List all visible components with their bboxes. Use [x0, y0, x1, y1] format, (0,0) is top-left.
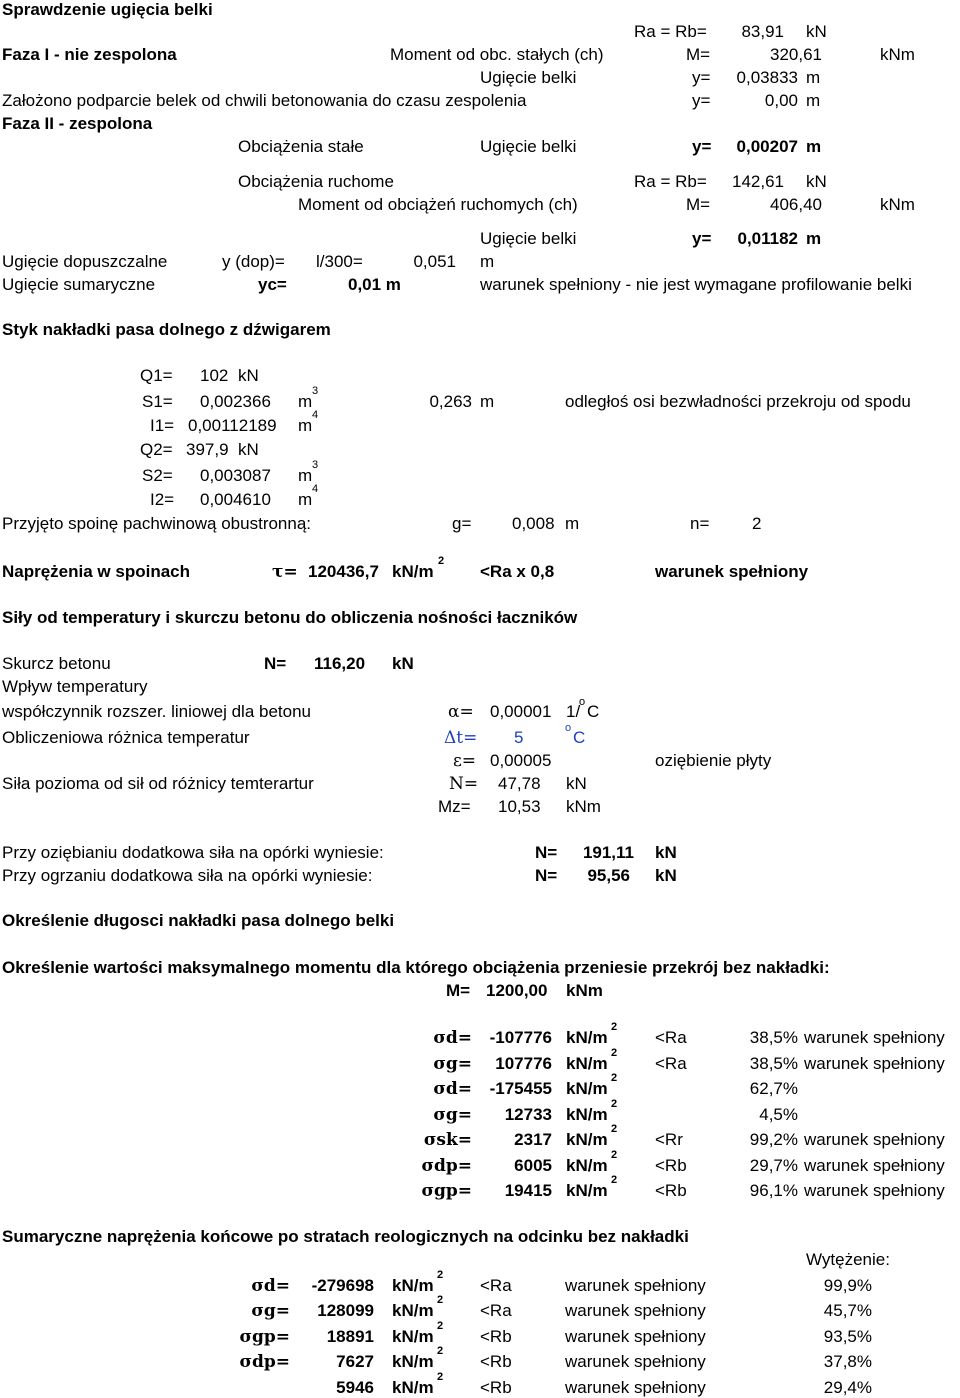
i2-unit: m — [298, 490, 313, 509]
deflection-value: 0,00 — [764, 91, 798, 110]
stress-unit: kN/m — [566, 1156, 608, 1175]
stress-percentage: 62,7% — [749, 1079, 798, 1098]
stress-percentage: 38,5% — [749, 1054, 798, 1073]
heating-force-symbol: N= — [535, 866, 558, 885]
final-stress-unit: kN/m — [392, 1352, 434, 1371]
tau-status: warunek spełniony — [655, 562, 809, 581]
live-loads-label: Obciążenia ruchome — [238, 172, 394, 191]
s1-exponent: 3 — [312, 385, 319, 397]
deflection-symbol: y= — [692, 68, 711, 87]
moment-value: 320,61 — [770, 45, 822, 64]
stress-unit-exponent: 2 — [611, 1149, 618, 1161]
stress-label: σd= — [433, 1028, 472, 1048]
max-moment-value: 1200,00 — [486, 981, 548, 1000]
reaction-unit: kN — [806, 22, 827, 41]
span-ratio: l/300= — [316, 252, 363, 271]
stress-status: warunek spełniony — [804, 1130, 945, 1149]
delta-t-unit: C — [573, 728, 586, 747]
stress-condition: <Rb — [655, 1156, 687, 1175]
stress-percentage: 4,5% — [759, 1105, 798, 1124]
moment-unit: kNm — [880, 45, 915, 64]
q2-value: 397,9 — [186, 440, 229, 459]
section-title-temperature: Siły od temperatury i skurczu betonu do obliczenia nośności łaczników — [2, 608, 578, 627]
moment-mz-label: Mz= — [438, 797, 471, 816]
horizontal-force-label: Siła pozioma od sił od różnicy temterartur — [2, 774, 314, 793]
stress-condition: <Ra — [655, 1028, 687, 1047]
deflection-label: Ugięcie belki — [480, 137, 577, 156]
moment-label: Moment od obc. stałych (ch) — [390, 45, 604, 64]
utilization-header: Wytężenie: — [806, 1250, 890, 1269]
final-stress-status: warunek spełniony — [565, 1276, 706, 1295]
stress-unit: kN/m — [566, 1181, 608, 1200]
cooling-force-value: 191,11 — [582, 843, 634, 862]
i2-exponent: 4 — [312, 483, 319, 495]
final-stress-condition: <Ra — [480, 1301, 512, 1320]
moment-symbol: M= — [686, 45, 711, 64]
deflection-unit: m — [806, 137, 822, 156]
tau-label: τ= — [272, 562, 298, 582]
heating-force-unit: kN — [655, 866, 677, 885]
alpha-value: 0,00001 — [490, 702, 552, 721]
cooling-force-text: Przy oziębianiu dodatkowa siła na opórki wyniesie: — [2, 843, 384, 862]
stress-unit-exponent: 2 — [611, 1123, 618, 1135]
final-stress-value: 128099 — [317, 1301, 374, 1320]
shrinkage-value: 116,20 — [314, 654, 366, 673]
stress-condition: <Ra — [655, 1054, 687, 1073]
deflection-value: 0,00207 — [736, 137, 798, 156]
s2-exponent: 3 — [312, 459, 319, 471]
total-deflection-label: Ugięcie sumaryczne — [2, 275, 156, 294]
total-deflection-symbol: yc= — [258, 275, 287, 294]
stress-unit: kN/m — [566, 1130, 608, 1149]
q2-label: Q2= — [140, 440, 173, 459]
weld-text: Przyjęto spoinę pachwinową obustronną: — [2, 514, 312, 533]
q1-unit: kN — [238, 366, 259, 385]
stress-unit: kN/m — [566, 1105, 608, 1124]
section-title-max-moment: Określenie wartości maksymalnego momentu dla którego obciążenia przeniesie przekrój bez nakładki: — [2, 958, 830, 977]
final-stress-unit-exponent: 2 — [437, 1294, 444, 1306]
tau-condition: <Ra x 0,8 — [480, 562, 555, 581]
phase1-label: Faza I - nie zespolona — [2, 45, 177, 64]
stress-unit: kN/m — [566, 1079, 608, 1098]
stress-percentage: 96,1% — [749, 1181, 798, 1200]
max-moment-unit: kNm — [566, 981, 603, 1000]
weld-g-label: g= — [452, 514, 472, 533]
weld-g-unit: m — [565, 514, 580, 533]
i2-label: I2= — [150, 490, 175, 509]
final-stress-unit-exponent: 2 — [437, 1320, 444, 1332]
i1-label: I1= — [150, 416, 175, 435]
deflection-value: 0,03833 — [736, 68, 798, 87]
stress-unit-exponent: 2 — [611, 1098, 618, 1110]
deflection-status: warunek spełniony - nie jest wymagane profilowanie belki — [480, 275, 912, 294]
neutral-axis-text: odległoś osi bezwładności przekroju od spodu — [565, 392, 911, 411]
shrinkage-unit: kN — [392, 654, 414, 673]
s2-unit: m — [298, 466, 313, 485]
q2-unit: kN — [238, 440, 259, 459]
deflection-unit: m — [806, 68, 821, 87]
i1-exponent: 4 — [312, 409, 319, 421]
allowable-deflection-label: Ugięcie dopuszczalne — [2, 252, 168, 271]
deflection-symbol: y= — [692, 137, 712, 156]
cooling-force-symbol: N= — [535, 843, 558, 862]
delta-t-value: 5 — [514, 728, 524, 747]
q1-label: Q1= — [140, 366, 173, 385]
reaction-label: Ra = Rb= — [634, 172, 707, 191]
allowable-value: 0,051 — [413, 252, 456, 271]
moment-value: 406,40 — [770, 195, 822, 214]
neutral-axis-unit: m — [480, 392, 495, 411]
final-stress-label: σd= — [251, 1276, 290, 1296]
deflection-value: 0,01182 — [737, 229, 798, 248]
stress-unit-exponent: 2 — [611, 1072, 618, 1084]
stress-status: warunek spełniony — [804, 1028, 945, 1047]
shrinkage-label: Skurcz betonu — [2, 654, 111, 673]
stress-unit-exponent: 2 — [611, 1021, 618, 1033]
stress-value: -175455 — [489, 1079, 552, 1098]
stress-unit-exponent: 2 — [611, 1047, 618, 1059]
horizontal-force-value: 47,78 — [498, 774, 541, 793]
s2-label: S2= — [142, 466, 173, 485]
moment-symbol: M= — [686, 195, 711, 214]
section-title-deflection: Sprawdzenie ugięcia belki — [2, 0, 213, 19]
horizontal-force-unit: kN — [566, 774, 587, 793]
stress-status: warunek spełniony — [804, 1181, 945, 1200]
temperature-difference-label: Obliczeniowa różnica temperatur — [2, 728, 250, 747]
stress-status: warunek spełniony — [804, 1156, 945, 1175]
weld-n-label: n= — [690, 514, 710, 533]
section-title-joint: Styk nakładki pasa dolnego z dźwigarem — [2, 320, 331, 339]
section-title-plate-length: Określenie długosci nakładki pasa dolnego belki — [2, 911, 395, 930]
final-stress-utilization: 45,7% — [823, 1301, 872, 1320]
stress-label: σsk= — [423, 1130, 472, 1150]
max-moment-label: M= — [446, 981, 471, 1000]
reaction-label: Ra = Rb= — [634, 22, 707, 41]
permanent-loads-label: Obciążenia stałe — [238, 137, 364, 156]
stress-value: 107776 — [495, 1054, 552, 1073]
final-stress-unit-exponent: 2 — [437, 1269, 444, 1281]
phase2-label: Faza II - zespolona — [2, 114, 153, 133]
deflection-unit: m — [806, 229, 822, 248]
final-stress-status: warunek spełniony — [565, 1327, 706, 1346]
shrinkage-n-label: N= — [264, 654, 287, 673]
final-stress-condition: <Rb — [480, 1352, 512, 1371]
deflection-label: Ugięcie belki — [480, 68, 577, 87]
s1-unit: m — [298, 392, 313, 411]
i1-unit: m — [298, 416, 313, 435]
horizontal-force-symbol: N= — [449, 774, 479, 794]
reaction-value: 83,91 — [741, 22, 784, 41]
deflection-label: Ugięcie belki — [480, 229, 577, 248]
epsilon-label: ε= — [453, 751, 477, 771]
stress-unit: kN/m — [566, 1054, 608, 1073]
allowable-unit: m — [480, 252, 495, 271]
final-stress-unit-exponent: 2 — [437, 1371, 444, 1383]
support-assumption: Założono podparcie belek od chwili betonowania do czasu zespolenia — [2, 91, 527, 110]
stress-status: warunek spełniony — [804, 1054, 945, 1073]
deflection-symbol: y= — [692, 229, 712, 248]
s1-label: S1= — [142, 392, 173, 411]
final-stress-unit: kN/m — [392, 1301, 434, 1320]
stress-label: σdp= — [421, 1156, 472, 1176]
final-stress-label: σg= — [251, 1301, 290, 1321]
final-stress-unit: kN/m — [392, 1327, 434, 1346]
stress-percentage: 38,5% — [749, 1028, 798, 1047]
tau-unit: kN/m — [392, 562, 434, 581]
stress-percentage: 99,2% — [749, 1130, 798, 1149]
epsilon-note: oziębienie płyty — [655, 751, 772, 770]
s2-value: 0,003087 — [200, 466, 271, 485]
reaction-unit: kN — [806, 172, 827, 191]
moment-mz-unit: kNm — [566, 797, 601, 816]
stress-value: 12733 — [504, 1105, 552, 1124]
stress-percentage: 29,7% — [749, 1156, 798, 1175]
temperature-label: Wpływ temperatury — [2, 677, 148, 696]
total-deflection-value: 0,01 m — [348, 275, 401, 294]
moment-mz-value: 10,53 — [498, 797, 541, 816]
deflection-symbol: y= — [692, 91, 711, 110]
final-stress-value: 5946 — [336, 1378, 374, 1397]
weld-n-value: 2 — [752, 514, 762, 533]
alpha-unit-pre: 1/ — [566, 702, 581, 721]
final-stress-unit: kN/m — [392, 1276, 434, 1295]
stress-value: 6005 — [514, 1156, 552, 1175]
stress-label: σg= — [433, 1054, 472, 1074]
heating-force-value: 95,56 — [587, 866, 630, 885]
stress-value: 2317 — [514, 1130, 552, 1149]
final-stress-unit-exponent: 2 — [437, 1345, 444, 1357]
tau-value: 120436,7 — [308, 562, 379, 581]
final-stress-value: -279698 — [311, 1276, 374, 1295]
final-stress-utilization: 99,9% — [823, 1276, 872, 1295]
stress-label: σg= — [433, 1105, 472, 1125]
s1-value: 0,002366 — [200, 392, 271, 411]
moment-unit: kNm — [880, 195, 915, 214]
final-stress-condition: <Ra — [480, 1276, 512, 1295]
final-stress-label: σdp= — [239, 1352, 290, 1372]
stress-label: σd= — [433, 1079, 472, 1099]
deflection-unit: m — [806, 91, 821, 110]
final-stress-status: warunek spełniony — [565, 1301, 706, 1320]
alpha-unit-post: C — [587, 702, 600, 721]
q1-value: 102 — [200, 366, 229, 385]
heating-force-text: Przy ogrzaniu dodatkowa siła na opórki wyniesie: — [2, 866, 373, 885]
final-stress-status: warunek spełniony — [565, 1352, 706, 1371]
final-stress-condition: <Rb — [480, 1378, 512, 1397]
neutral-axis-value: 0,263 — [429, 392, 472, 411]
stress-condition: <Rb — [655, 1181, 687, 1200]
final-stress-condition: <Rb — [480, 1327, 512, 1346]
stress-value: -107776 — [489, 1028, 552, 1047]
alpha-label: α= — [448, 702, 474, 722]
section-title-final-stresses: Sumaryczne naprężenia końcowe po stratach reologicznych na odcinku bez nakładki — [2, 1227, 689, 1246]
epsilon-value: 0,00005 — [490, 751, 552, 770]
final-stress-value: 7627 — [336, 1352, 374, 1371]
stress-condition: <Rr — [655, 1130, 683, 1149]
final-stress-utilization: 29,4% — [823, 1378, 872, 1397]
stress-unit: kN/m — [566, 1028, 608, 1047]
stress-value: 19415 — [504, 1181, 552, 1200]
final-stress-value: 18891 — [326, 1327, 374, 1346]
i2-value: 0,004610 — [200, 490, 271, 509]
final-stress-utilization: 93,5% — [823, 1327, 872, 1346]
stress-label: σgp= — [421, 1181, 472, 1201]
stress-unit-exponent: 2 — [611, 1174, 618, 1186]
weld-g-value: 0,008 — [512, 514, 555, 533]
final-stress-utilization: 37,8% — [823, 1352, 872, 1371]
expansion-coef-label: współczynnik rozszer. liniowej dla betonu — [2, 702, 311, 721]
alpha-unit-degree: o — [579, 696, 586, 708]
final-stress-status: warunek spełniony — [565, 1378, 706, 1397]
delta-t-label: Δt= — [444, 728, 478, 748]
reaction-value: 142,61 — [732, 172, 784, 191]
allowable-symbol: y (dop)= — [222, 252, 285, 271]
live-moment-label: Moment od obciążeń ruchomych (ch) — [298, 195, 578, 214]
final-stress-label: σgp= — [239, 1327, 290, 1347]
tau-exponent: 2 — [438, 555, 445, 567]
weld-stress-label: Naprężenia w spoinach — [2, 562, 190, 581]
delta-t-degree: o — [565, 722, 572, 734]
i1-value: 0,00112189 — [188, 416, 277, 435]
final-stress-unit: kN/m — [392, 1378, 434, 1397]
cooling-force-unit: kN — [655, 843, 677, 862]
